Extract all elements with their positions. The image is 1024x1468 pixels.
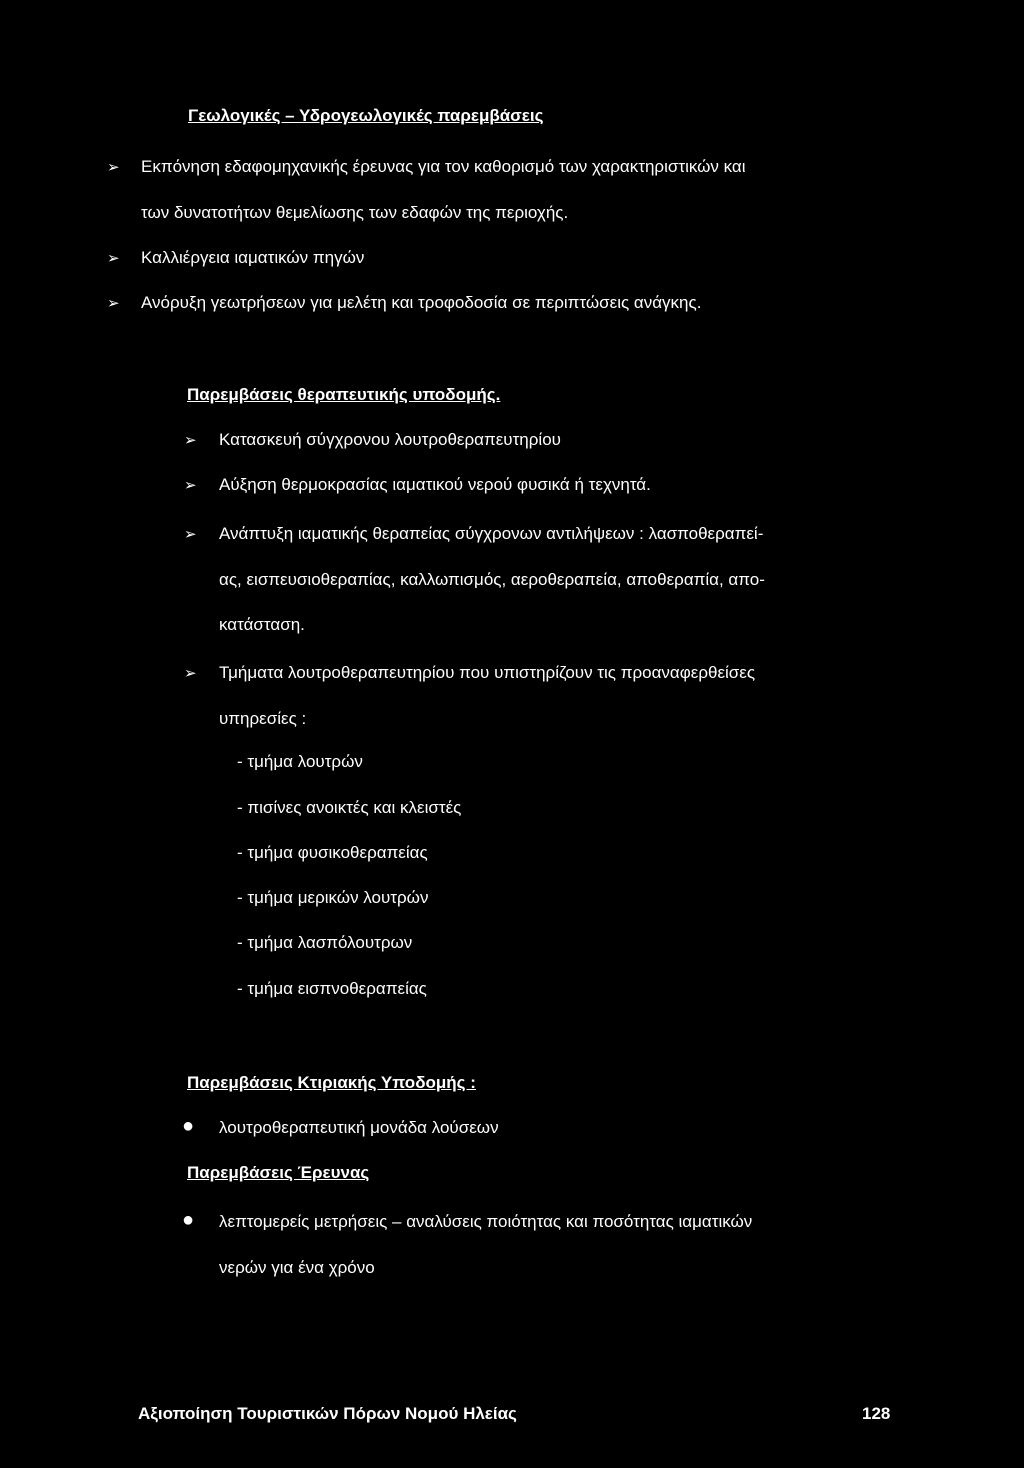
arrow-bullet-icon: ➢ [184,526,197,543]
list-item-text: λουτροθεραπευτική μονάδα λούσεων [219,1118,499,1137]
arrow-bullet-icon: ➢ [184,477,197,494]
section-heading-research: Παρεμβάσεις Έρευνας [187,1163,370,1182]
sub-list-item: - τμήμα λουτρών [237,752,363,771]
list-item-text: ας, εισπευσιοθεραπίας, καλλωπισμός, αεροθεραπεία, αποθεραπία, απο- [219,570,765,589]
list-item-text: νερών για ένα χρόνο [219,1258,375,1277]
sub-list-item: - τμήμα φυσικοθεραπείας [237,843,428,862]
sub-list-item: - πισίνες ανοικτές και κλειστές [237,798,462,817]
arrow-bullet-icon: ➢ [184,432,197,449]
section-heading-geology: Γεωλογικές – Υδρογεωλογικές παρεμβάσεις [188,106,544,125]
section-heading-therapy: Παρεμβάσεις θεραπευτικής υποδομής. [187,385,501,404]
list-item-text: Εκπόνηση εδαφομηχανικής έρευνας για τον καθορισμό των χαρακτηριστικών και [141,157,746,176]
list-item-text: Αύξηση θερμοκρασίας ιαματικού νερού φυσικά ή τεχνητά. [219,475,651,494]
list-item-text: Κατασκευή σύγχρονου λουτροθεραπευτηρίου [219,430,561,449]
page-number: 128 [862,1404,891,1423]
arrow-bullet-icon: ➢ [107,159,120,176]
sub-list-item: - τμήμα λασπόλουτρων [237,933,413,952]
list-item-text: κατάσταση. [219,615,305,634]
arrow-bullet-icon: ➢ [107,295,120,312]
dot-bullet-icon: ● [182,1209,195,1231]
section-heading-building: Παρεμβάσεις Κτιριακής Υποδομής : [187,1073,476,1092]
sub-list-item: - τμήμα εισπνοθεραπείας [237,979,427,998]
list-item-text: υπηρεσίες : [219,709,307,728]
list-item-text: Τμήματα λουτροθεραπευτηρίου που υπιστηρίζουν τις προαναφερθείσες [219,663,756,682]
arrow-bullet-icon: ➢ [107,250,120,267]
arrow-bullet-icon: ➢ [184,665,197,682]
list-item-text: Καλλιέργεια ιαματικών πηγών [141,248,365,267]
list-item-text: Ανάπτυξη ιαματικής θεραπείας σύγχρονων αντιλήψεων : λασποθεραπεί- [219,524,764,543]
list-item-text: Ανόρυξη γεωτρήσεων για μελέτη και τροφοδοσία σε περιπτώσεις ανάγκης. [141,293,702,312]
list-item-text: λεπτομερείς μετρήσεις – αναλύσεις ποιότητας και ποσότητας ιαματικών [219,1212,753,1231]
footer-title: Αξιοποίηση Τουριστικών Πόρων Νομού Ηλείας [138,1404,517,1423]
list-item-text: των δυνατοτήτων θεμελίωσης των εδαφών της περιοχής. [141,203,569,222]
dot-bullet-icon: ● [182,1115,195,1137]
sub-list-item: - τμήμα μερικών λουτρών [237,888,429,907]
